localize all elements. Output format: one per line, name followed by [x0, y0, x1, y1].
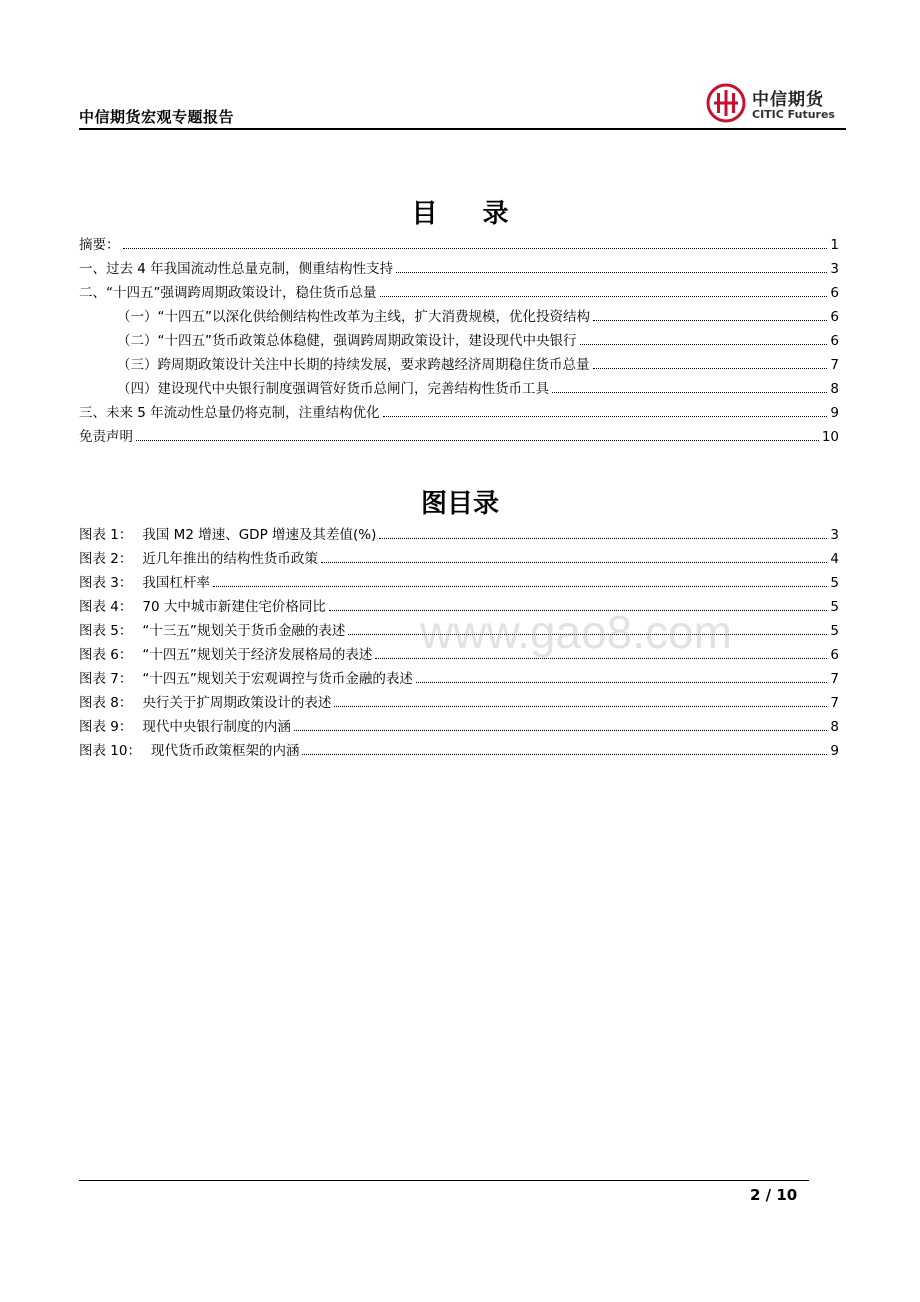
- figure-entry-label[interactable]: 央行关于扩周期政策设计的表述: [142, 695, 332, 711]
- dot-leader: [383, 416, 828, 417]
- toc-entry-label[interactable]: 二、“十四五”强调跨周期政策设计，稳住货币总量: [79, 285, 377, 301]
- toc-entry-label[interactable]: （二）“十四五”货币政策总体稳健，强调跨周期政策设计，建设现代中央银行: [117, 333, 577, 349]
- toc-entry-page: 3: [830, 261, 839, 277]
- toc-entry[interactable]: [79, 425, 839, 449]
- figure-entry-page: 6: [830, 647, 839, 663]
- toc-entry-label[interactable]: 三、未来 5 年流动性总量仍将克制，注重结构优化: [79, 405, 380, 421]
- figure-entry-number: 图表 4：: [79, 599, 133, 615]
- figure-entry-page: 4: [830, 551, 839, 567]
- figure-entry-page: 5: [830, 575, 839, 591]
- toc-entry-page: 9: [830, 405, 839, 421]
- figure-entry-number: 图表 8：: [79, 695, 133, 711]
- toc-entry[interactable]: [79, 257, 839, 281]
- figure-entry-page: 3: [830, 527, 839, 543]
- figure-entry-number: 图表 1：: [79, 527, 133, 543]
- toc-entry[interactable]: [79, 281, 839, 305]
- dot-leader: [375, 658, 827, 659]
- figure-entry-label[interactable]: 70 大中城市新建住宅价格同比: [142, 599, 326, 615]
- dot-leader: [302, 754, 827, 755]
- toc-entry[interactable]: [79, 401, 839, 425]
- toc-entry-label[interactable]: 免责声明: [79, 429, 133, 445]
- toc-entry-page: 10: [821, 429, 839, 445]
- logo-chinese-name: 中信期货: [752, 90, 824, 110]
- toc-entry-page: 7: [830, 357, 839, 373]
- toc-entry-label[interactable]: （一）“十四五”以深化供给侧结构性改革为主线，扩大消费规模，优化投资结构: [117, 309, 590, 325]
- figure-entry[interactable]: [79, 547, 839, 571]
- figure-entry[interactable]: [79, 739, 839, 763]
- toc-entry[interactable]: [79, 329, 839, 353]
- figure-entry[interactable]: [79, 523, 839, 547]
- figure-entry-page: 7: [830, 695, 839, 711]
- toc-list: [79, 233, 839, 449]
- toc-entry-page: 6: [830, 333, 839, 349]
- figure-entry-number: 图表 9：: [79, 719, 133, 735]
- toc-entry-label[interactable]: 摘要：: [79, 237, 120, 253]
- dot-leader: [396, 272, 827, 273]
- watermark: www.gao8.com: [420, 606, 732, 658]
- toc-entry[interactable]: [79, 353, 839, 377]
- dot-leader: [379, 538, 827, 539]
- figure-entry-number: 图表 2：: [79, 551, 133, 567]
- figure-list: [79, 523, 839, 763]
- figure-entry-label[interactable]: 我国 M2 增速、GDP 增速及其差值(%): [142, 527, 377, 543]
- figure-entry-page: 7: [830, 671, 839, 687]
- figure-entry[interactable]: [79, 619, 839, 643]
- figure-entry[interactable]: [79, 715, 839, 739]
- dot-leader: [213, 586, 828, 587]
- toc-entry[interactable]: [79, 233, 839, 257]
- dot-leader: [321, 562, 828, 563]
- figure-entry-page: 5: [830, 599, 839, 615]
- toc-entry-label[interactable]: 一、过去 4 年我国流动性总量克制，侧重结构性支持: [79, 261, 394, 277]
- dot-leader: [380, 296, 828, 297]
- report-header-title: 中信期货宏观专题报告: [79, 108, 235, 126]
- dot-leader: [593, 320, 827, 321]
- footer-divider: [79, 1180, 809, 1181]
- figure-entry-page: 8: [830, 719, 839, 735]
- figure-entry[interactable]: [79, 595, 839, 619]
- citic-logo-icon: [706, 83, 746, 123]
- toc-entry-label[interactable]: （三）跨周期政策设计关注中长期的持续发展，要求跨越经济周期稳住货币总量: [117, 357, 590, 373]
- figure-entry-number: 图表 3：: [79, 575, 133, 591]
- toc-entry-page: 1: [830, 237, 839, 253]
- figure-entry-label[interactable]: “十四五”规划关于宏观调控与货币金融的表述: [142, 671, 413, 687]
- toc-entry-label[interactable]: （四）建设现代中央银行制度强调管好货币总闸门，完善结构性货币工具: [117, 381, 549, 397]
- dot-leader: [294, 730, 828, 731]
- page-number: 2 / 10: [750, 1186, 798, 1204]
- figure-entry-number: 图表 5：: [79, 623, 133, 639]
- figure-entry-number: 图表 7：: [79, 671, 133, 687]
- toc-entry[interactable]: [79, 377, 839, 401]
- figure-list-heading: 图目录: [420, 489, 499, 519]
- toc-heading: 目 录: [411, 199, 527, 229]
- figure-entry-label[interactable]: “十四五”规划关于经济发展格局的表述: [142, 647, 373, 663]
- logo-english-name: CITIC Futures: [752, 108, 835, 121]
- toc-entry-page: 6: [830, 309, 839, 325]
- dot-leader: [334, 706, 827, 707]
- dot-leader: [136, 440, 819, 441]
- figure-entry[interactable]: [79, 667, 839, 691]
- dot-leader: [348, 634, 827, 635]
- figure-entry-page: 9: [830, 743, 839, 759]
- figure-entry-label[interactable]: 现代货币政策框架的内涵: [150, 743, 300, 759]
- dot-leader: [552, 392, 827, 393]
- figure-entry[interactable]: [79, 643, 839, 667]
- dot-leader: [416, 682, 828, 683]
- dot-leader: [580, 344, 828, 345]
- dot-leader: [123, 248, 828, 249]
- figure-entry-label[interactable]: 我国杠杆率: [142, 575, 210, 591]
- figure-entry-number: 图表 6：: [79, 647, 133, 663]
- figure-entry-label[interactable]: 现代中央银行制度的内涵: [142, 719, 291, 735]
- figure-entry-page: 5: [830, 623, 839, 639]
- dot-leader: [593, 368, 828, 369]
- toc-entry-page: 6: [830, 285, 839, 301]
- figure-entry[interactable]: [79, 691, 839, 715]
- toc-entry-page: 8: [830, 381, 839, 397]
- figure-entry[interactable]: [79, 571, 839, 595]
- toc-entry[interactable]: [79, 305, 839, 329]
- header-divider: [79, 128, 846, 130]
- figure-entry-label[interactable]: 近几年推出的结构性货币政策: [142, 551, 318, 567]
- figure-entry-number: 图表 10：: [79, 743, 141, 759]
- citic-futures-logo: [706, 83, 842, 125]
- figure-entry-label[interactable]: “十三五”规划关于货币金融的表述: [142, 623, 346, 639]
- dot-leader: [329, 610, 828, 611]
